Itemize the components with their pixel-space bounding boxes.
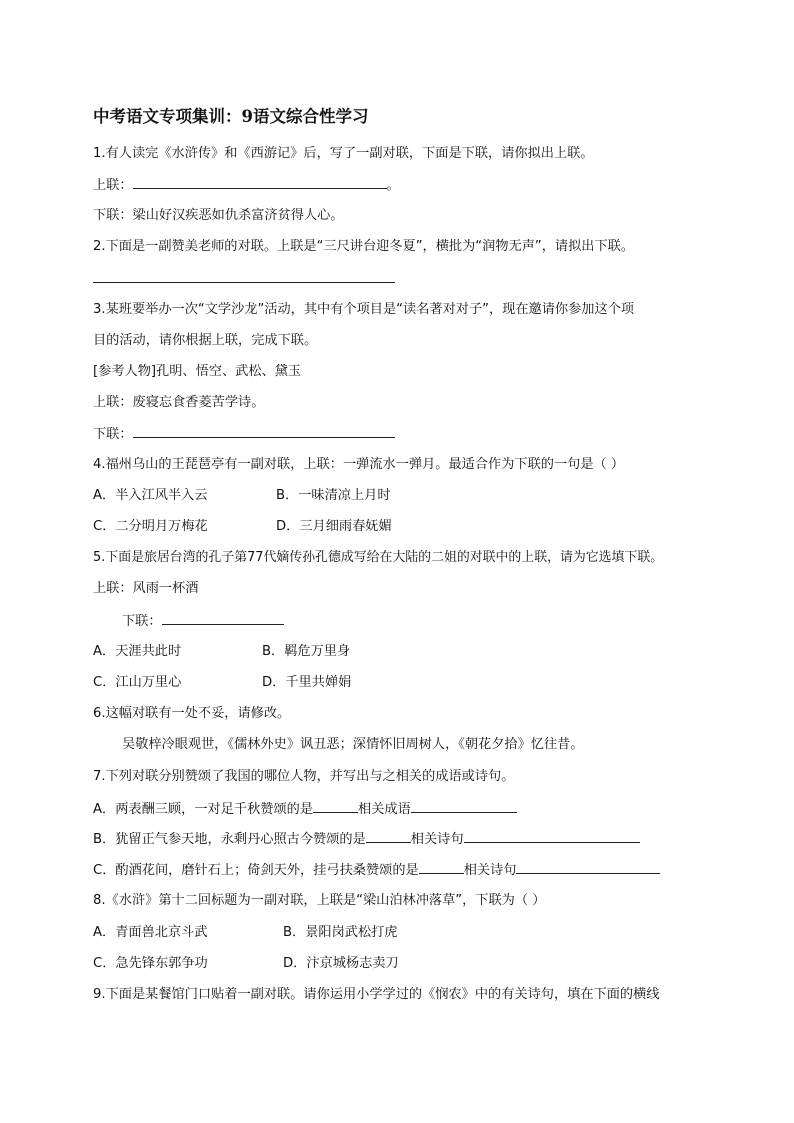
q7-c-person-blank[interactable] [419, 861, 464, 874]
q7-b-person-blank[interactable] [366, 830, 411, 843]
q6-stem: 6.这幅对联有一处不妥，请修改。 [93, 706, 291, 721]
q1-upper-end: 。 [386, 178, 400, 193]
q3-reference: [参考人物]孔明、悟空、武松、黛玉 [93, 364, 302, 379]
q4-option-c[interactable]: C．二分明月万梅花 [93, 519, 208, 534]
q1-stem: 1.有人读完《水浒传》和《西游记》后，写了一副对联，下面是下联，请你拟出上联。 [93, 146, 594, 161]
q7-b-related-label: 相关诗句 [410, 832, 464, 847]
q7-stem: 7.下列对联分别赞颂了我国的哪位人物，并写出与之相关的成语或诗句。 [93, 769, 515, 784]
q8-stem: 8.《水浒》第十二回标题为一副对联，上联是“梁山泊林冲落草”，下联为（ ） [93, 893, 546, 908]
q8-option-a[interactable]: A．青面兽北京斗武 [93, 925, 208, 940]
q7-a-related-label: 相关成语 [358, 802, 411, 817]
q7-a-person-blank[interactable] [313, 800, 358, 813]
q4-option-b[interactable]: B．一味清凉上月时 [276, 488, 391, 503]
q8-option-d[interactable]: D．汴京城杨志卖刀 [283, 956, 399, 971]
q2-answer-blank[interactable] [93, 282, 395, 283]
q8-option-b[interactable]: B．景阳岗武松打虎 [283, 925, 398, 940]
q8-option-c[interactable]: C．急先锋东郭争功 [93, 956, 208, 971]
q6-couplet: 吴敬梓冷眼观世，《儒林外史》讽丑恶；深情怀旧周树人，《朝花夕拾》忆往昔。 [122, 737, 584, 752]
q3-stem-2: 目的活动，请你根据上联，完成下联。 [93, 333, 318, 348]
q5-option-d[interactable]: D．千里共婵娟 [262, 675, 352, 690]
q5-option-a[interactable]: A．天涯共此时 [93, 644, 182, 659]
q7-b-poem-blank[interactable] [464, 830, 640, 843]
q7-c-related-label: 相关诗句 [463, 863, 517, 878]
q7-item-c [93, 861, 660, 880]
q7-c-poem-blank[interactable] [516, 861, 660, 874]
q1-lower: 下联：梁山好汉疾恶如仇杀富济贫得人心。 [93, 208, 344, 223]
q7-c-text: C．酌酒花间，磨针石上；倚剑天外，挂弓扶桑赞颂的是 [93, 863, 419, 878]
q2-stem: 2.下面是一副赞美老师的对联。上联是“三尺讲台迎冬夏”，横批为“润物无声”，请拟出下联。 [93, 239, 635, 254]
q5-upper: 上联：风雨一杯酒 [93, 581, 199, 596]
q3-lower-blank[interactable] [133, 425, 395, 438]
q5-lower-blank[interactable] [162, 612, 284, 625]
q1-upper-line [93, 176, 400, 195]
q4-option-d[interactable]: D．三月细雨春妩媚 [276, 519, 392, 534]
q3-upper: 上联：废寝忘食香菱苦学诗。 [93, 395, 265, 410]
q5-option-c[interactable]: C．江山万里心 [93, 675, 182, 690]
q4-option-a[interactable]: A．半入江风半入云 [93, 488, 208, 503]
q3-lower-line [93, 425, 395, 444]
q4-stem: 4.福州乌山的王琵琶亭有一副对联，上联：一弹流水一弹月。最适合作为下联的一句是（ ） [93, 457, 625, 472]
q7-a-idiom-blank[interactable] [411, 800, 517, 813]
q3-lower-label: 下联： [93, 427, 133, 442]
q5-lower-label: 下联： [122, 614, 162, 629]
q3-stem-1: 3.某班要举办一次“文学沙龙”活动，其中有个项目是“读名著对对子”，现在邀请你参加这个项 [93, 302, 635, 317]
q7-a-text: A．两表酬三顾，一对足千秋赞颂的是 [93, 802, 314, 817]
q5-option-b[interactable]: B．羁危万里身 [262, 644, 351, 659]
q7-b-text: B．犹留正气参天地，永剩丹心照古今赞颂的是 [93, 832, 366, 847]
q9-stem: 9.下面是某餐馆门口贴着一副对联。请你运用小学学过的《悯农》中的有关诗句，填在下面的横线 [93, 987, 660, 1002]
q7-item-a [93, 800, 517, 819]
page-title: 中考语文专项集训：9语文综合性学习 [93, 107, 369, 126]
q5-stem: 5.下面是旅居台湾的孔子第77代嫡传孙孔德成写给在大陆的二姐的对联中的上联，请为它选填下联。 [93, 550, 664, 565]
q5-lower-line [122, 612, 284, 631]
q1-upper-label: 上联： [93, 178, 133, 193]
q1-upper-blank[interactable] [133, 176, 387, 189]
q7-item-b [93, 830, 640, 849]
